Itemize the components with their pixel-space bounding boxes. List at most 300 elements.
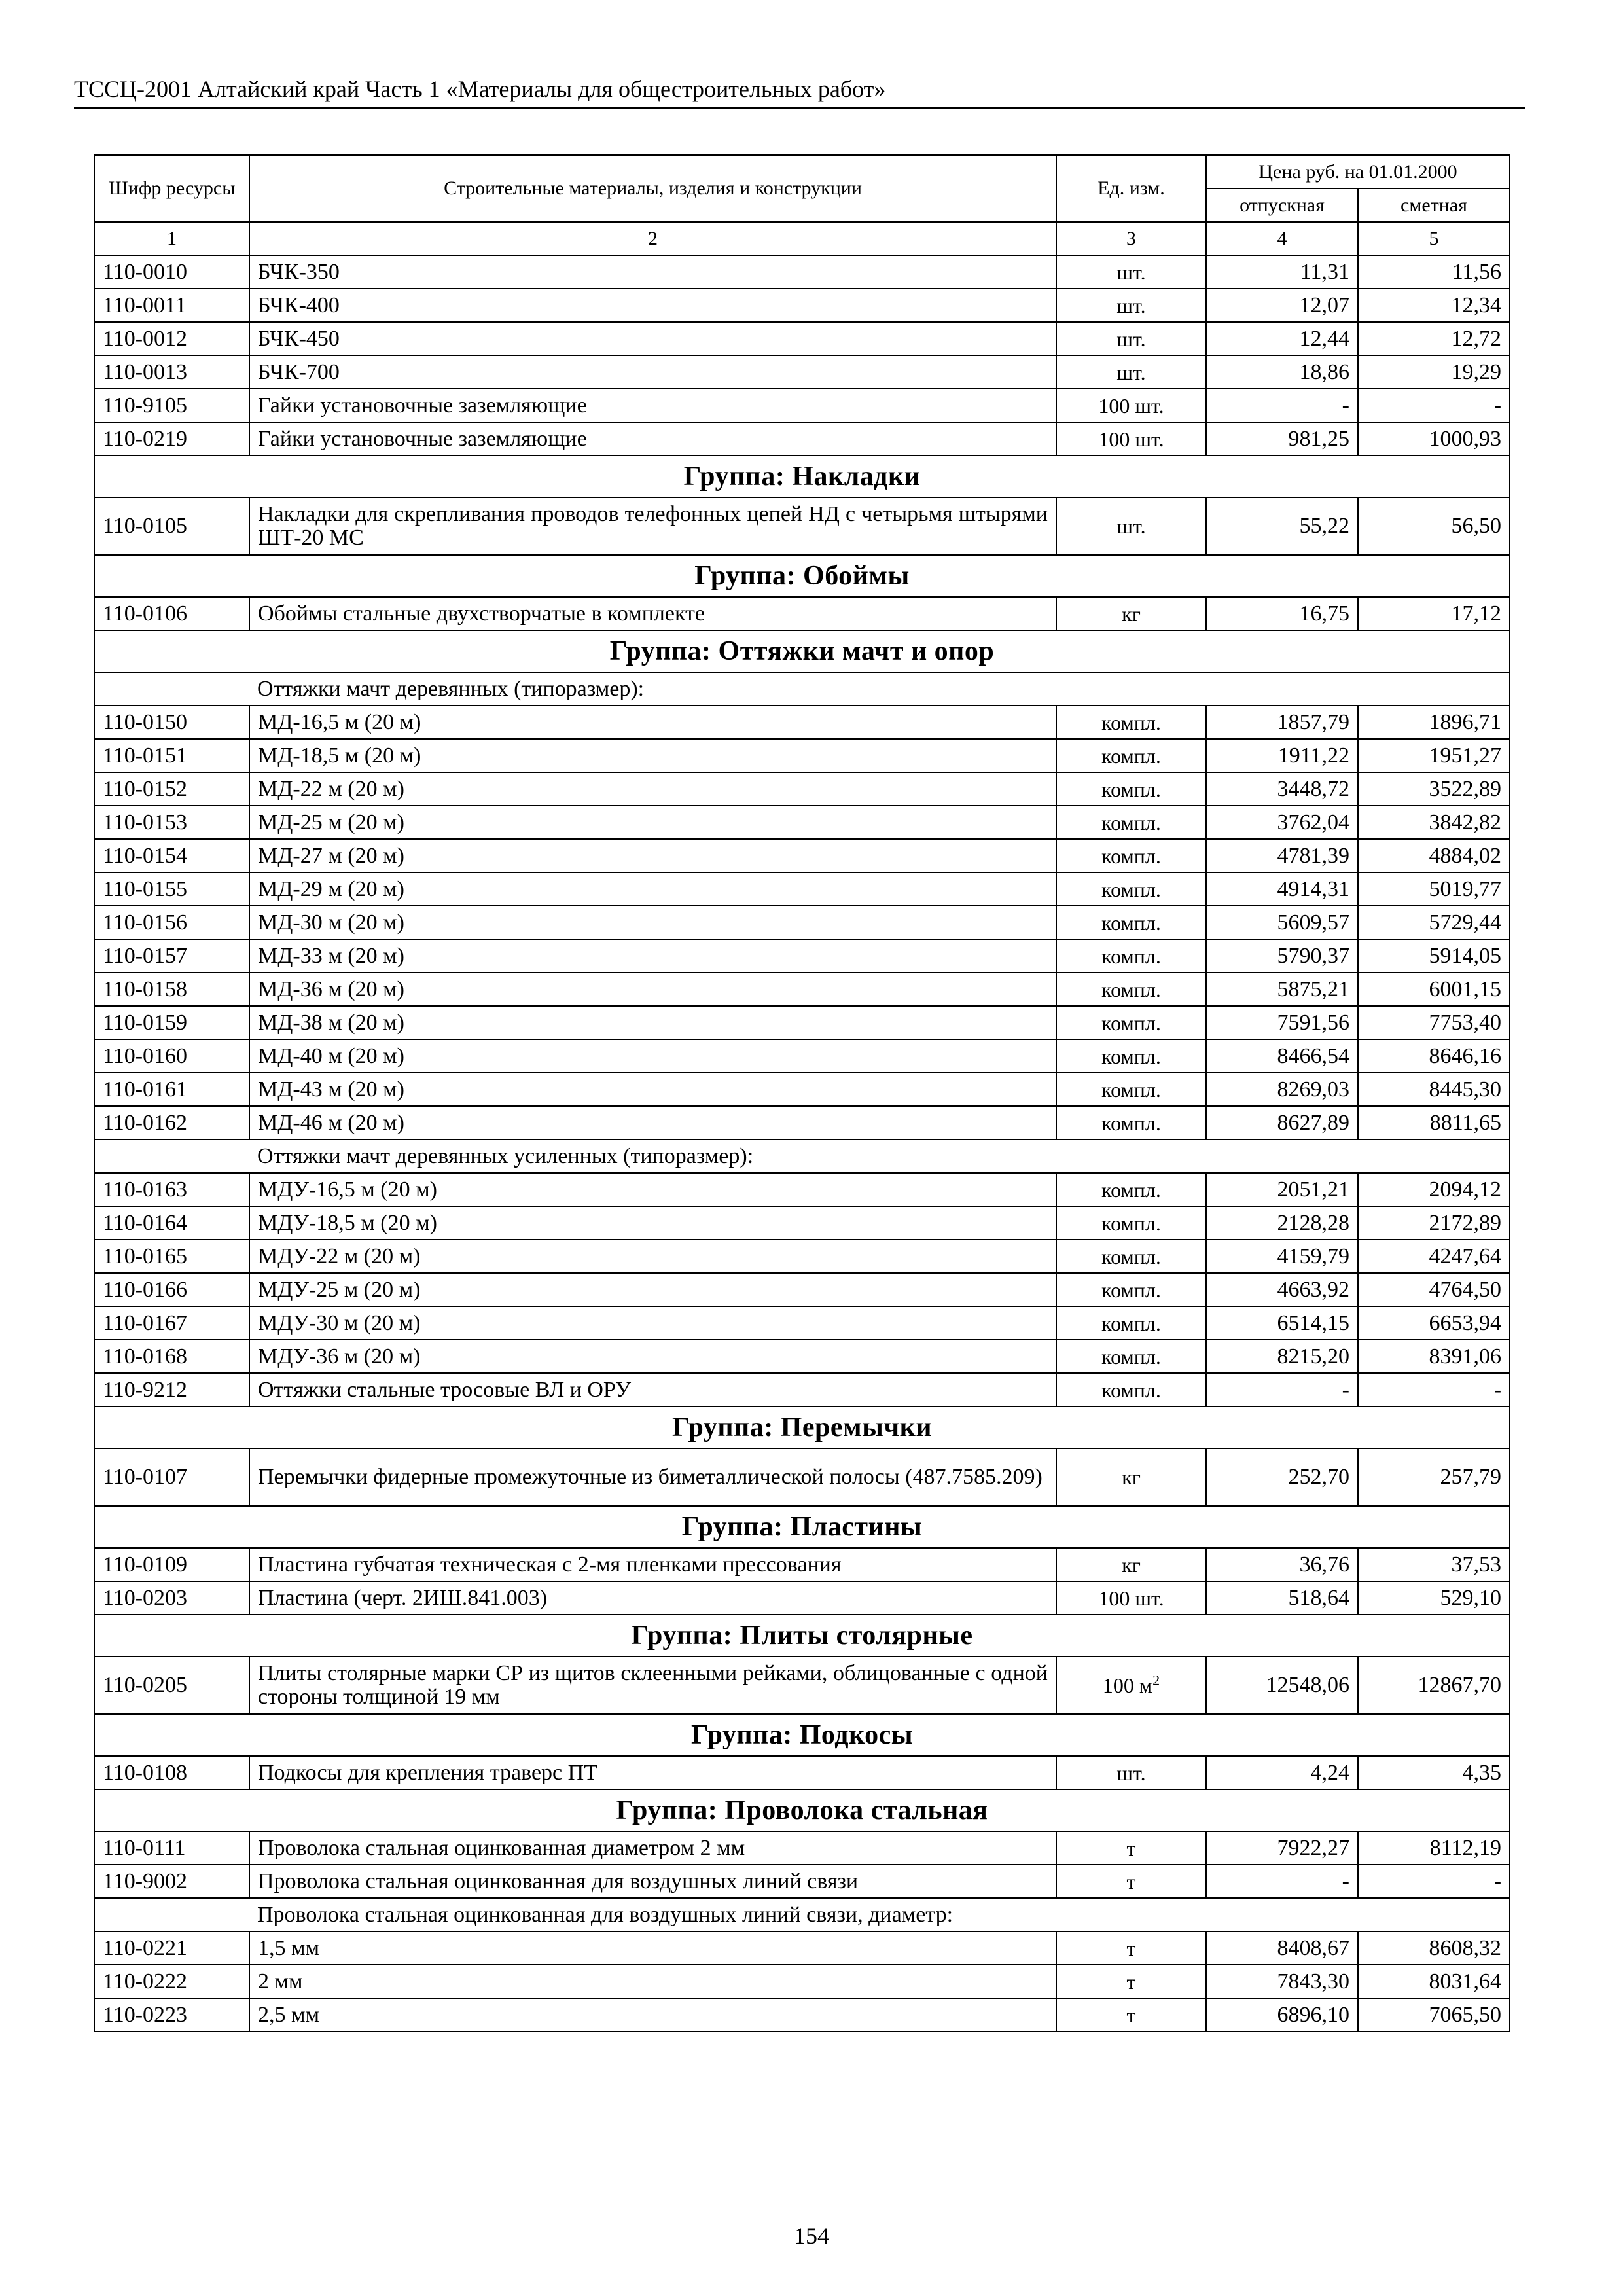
- unit-cell: [1056, 255, 1206, 289]
- table-row: [94, 706, 1510, 739]
- page-number: 154: [794, 2223, 829, 2249]
- group-heading: Группа: Проволока стальная: [94, 1789, 1510, 1831]
- estimate-price: 17,12: [1358, 597, 1510, 630]
- unit-label: компл.: [1101, 944, 1161, 968]
- wholesale-price: 8269,03: [1206, 1073, 1358, 1106]
- estimate-price: 11,56: [1358, 255, 1510, 289]
- unit-label: кг: [1122, 1465, 1141, 1489]
- table-row: [94, 1206, 1510, 1240]
- resource-code: 110-0158: [94, 973, 249, 1006]
- wholesale-price: -: [1206, 1373, 1358, 1407]
- table-row: [94, 1340, 1510, 1373]
- unit-cell: [1056, 1581, 1206, 1615]
- table-row: [94, 1306, 1510, 1340]
- unit-label: т: [1126, 2003, 1136, 2027]
- group-heading: Группа: Обоймы: [94, 555, 1510, 597]
- material-name: 2 мм: [249, 1965, 1056, 1998]
- table-row: [94, 1240, 1510, 1273]
- table-header-row: [94, 155, 1510, 188]
- unit-label: 100 шт.: [1098, 1586, 1164, 1610]
- material-name: МД-27 м (20 м): [249, 839, 1056, 872]
- material-name: МД-43 м (20 м): [249, 1073, 1056, 1106]
- unit-label: компл.: [1101, 1011, 1161, 1035]
- material-name: МДУ-16,5 м (20 м): [249, 1173, 1056, 1206]
- column-number: 5: [1358, 222, 1510, 255]
- wholesale-price: 8215,20: [1206, 1340, 1358, 1373]
- resource-code: 110-0150: [94, 706, 249, 739]
- unit-cell: [1056, 906, 1206, 939]
- table-row: [94, 1657, 1510, 1714]
- wholesale-price: 55,22: [1206, 497, 1358, 555]
- estimate-price: 5914,05: [1358, 939, 1510, 973]
- material-name: МДУ-30 м (20 м): [249, 1306, 1056, 1340]
- wholesale-price: 1857,79: [1206, 706, 1358, 739]
- unit-cell: [1056, 839, 1206, 872]
- wholesale-price: 3762,04: [1206, 806, 1358, 839]
- estimate-price: 5729,44: [1358, 906, 1510, 939]
- col-header-unit: Ед. изм.: [1056, 155, 1206, 222]
- table-row: [94, 597, 1510, 630]
- estimate-price: 8391,06: [1358, 1340, 1510, 1373]
- resource-code: 110-0165: [94, 1240, 249, 1273]
- unit-cell: [1056, 289, 1206, 322]
- estimate-price: 6001,15: [1358, 973, 1510, 1006]
- col-header-wholesale: отпускная: [1206, 188, 1358, 222]
- group-heading-row: [94, 630, 1510, 672]
- group-heading: Группа: Плиты столярные: [94, 1615, 1510, 1657]
- material-name: МД-30 м (20 м): [249, 906, 1056, 939]
- col-header-price: Цена руб. на 01.01.2000: [1206, 155, 1510, 188]
- group-heading-row: [94, 456, 1510, 497]
- estimate-price: -: [1358, 1373, 1510, 1407]
- unit-label: компл.: [1101, 1044, 1161, 1068]
- estimate-price: 7065,50: [1358, 1998, 1510, 2032]
- material-name: МД-46 м (20 м): [249, 1106, 1056, 1139]
- unit-label: компл.: [1101, 1344, 1161, 1369]
- unit-cell: [1056, 1206, 1206, 1240]
- table-row: [94, 1931, 1510, 1965]
- table-row: [94, 289, 1510, 322]
- unit-cell: [1056, 1657, 1206, 1714]
- resource-code: 110-0106: [94, 597, 249, 630]
- unit-cell: [1056, 1340, 1206, 1373]
- material-name: МД-25 м (20 м): [249, 806, 1056, 839]
- material-name: Проволока стальная оцинкованная для воздушных линий связи: [249, 1865, 1056, 1898]
- estimate-price: 8445,30: [1358, 1073, 1510, 1106]
- estimate-price: 3842,82: [1358, 806, 1510, 839]
- unit-cell: [1056, 739, 1206, 772]
- resource-code: 110-0168: [94, 1340, 249, 1373]
- table-row: [94, 806, 1510, 839]
- unit-cell: [1056, 322, 1206, 355]
- estimate-price: 8646,16: [1358, 1039, 1510, 1073]
- estimate-price: 8112,19: [1358, 1831, 1510, 1865]
- wholesale-price: -: [1206, 389, 1358, 422]
- estimate-price: 1896,71: [1358, 706, 1510, 739]
- wholesale-price: 8466,54: [1206, 1039, 1358, 1073]
- material-name: МДУ-22 м (20 м): [249, 1240, 1056, 1273]
- unit-label: компл.: [1101, 844, 1161, 868]
- resource-code: 110-0156: [94, 906, 249, 939]
- unit-cell: [1056, 1831, 1206, 1865]
- unit-label: компл.: [1101, 1077, 1161, 1102]
- wholesale-price: 4781,39: [1206, 839, 1358, 872]
- resource-code: 110-0160: [94, 1039, 249, 1073]
- table-body: [94, 255, 1510, 2032]
- estimate-price: 6653,94: [1358, 1306, 1510, 1340]
- resource-code: 110-0223: [94, 1998, 249, 2032]
- estimate-price: 7753,40: [1358, 1006, 1510, 1039]
- price-table: [94, 154, 1510, 2032]
- table-row: [94, 1106, 1510, 1139]
- estimate-price: 1000,93: [1358, 422, 1510, 456]
- unit-label: компл.: [1101, 910, 1161, 935]
- unit-cell: [1056, 1306, 1206, 1340]
- resource-code: 110-9002: [94, 1865, 249, 1898]
- estimate-price: 3522,89: [1358, 772, 1510, 806]
- unit-label: компл.: [1101, 744, 1161, 768]
- table-row: [94, 1273, 1510, 1306]
- estimate-price: 529,10: [1358, 1581, 1510, 1615]
- wholesale-price: 5875,21: [1206, 973, 1358, 1006]
- column-number: 4: [1206, 222, 1358, 255]
- column-number: 2: [249, 222, 1056, 255]
- unit-label: 100 шт.: [1098, 393, 1164, 418]
- subheading-row: [94, 1898, 1510, 1931]
- wholesale-price: 5790,37: [1206, 939, 1358, 973]
- estimate-price: 2094,12: [1358, 1173, 1510, 1206]
- unit-cell: [1056, 355, 1206, 389]
- table-row: [94, 772, 1510, 806]
- unit-cell: [1056, 806, 1206, 839]
- table-row: [94, 872, 1510, 906]
- table-row: [94, 1998, 1510, 2032]
- table-row: [94, 422, 1510, 456]
- resource-code: 110-0221: [94, 1931, 249, 1965]
- material-name: Обоймы стальные двухстворчатые в комплекте: [249, 597, 1056, 630]
- estimate-price: 12,72: [1358, 322, 1510, 355]
- column-number: 3: [1056, 222, 1206, 255]
- unit-label: 100 шт.: [1098, 427, 1164, 451]
- unit-label: шт.: [1116, 260, 1146, 284]
- estimate-price: 8608,32: [1358, 1931, 1510, 1965]
- resource-code: 110-0108: [94, 1756, 249, 1789]
- material-name: МД-16,5 м (20 м): [249, 706, 1056, 739]
- unit-cell: [1056, 1998, 1206, 2032]
- empty-cell: [94, 672, 249, 706]
- unit-cell: [1056, 1039, 1206, 1073]
- unit-label: кг: [1122, 601, 1141, 626]
- col-header-estimate: сметная: [1358, 188, 1510, 222]
- material-name: Накладки для скрепливания проводов телефонных цепей НД с четырьмя штырями ШТ-20 МС: [249, 497, 1056, 555]
- group-heading-row: [94, 1506, 1510, 1548]
- estimate-price: 4884,02: [1358, 839, 1510, 872]
- estimate-price: 12867,70: [1358, 1657, 1510, 1714]
- table-row: [94, 1756, 1510, 1789]
- estimate-price: 8811,65: [1358, 1106, 1510, 1139]
- resource-code: 110-0152: [94, 772, 249, 806]
- group-heading-row: [94, 1714, 1510, 1756]
- unit-label: шт.: [1116, 1761, 1146, 1785]
- resource-code: 110-0162: [94, 1106, 249, 1139]
- resource-code: 110-0163: [94, 1173, 249, 1206]
- resource-code: 110-0111: [94, 1831, 249, 1865]
- group-heading-row: [94, 555, 1510, 597]
- subheading-label: Оттяжки мачт деревянных (типоразмер):: [249, 672, 1510, 706]
- resource-code: 110-0164: [94, 1206, 249, 1240]
- resource-code: 110-0219: [94, 422, 249, 456]
- material-name: МДУ-18,5 м (20 м): [249, 1206, 1056, 1240]
- group-heading-row: [94, 1615, 1510, 1657]
- unit-exponent: 2: [1152, 1672, 1160, 1689]
- material-name: 2,5 мм: [249, 1998, 1056, 2032]
- unit-label: компл.: [1101, 777, 1161, 801]
- group-heading-row: [94, 1407, 1510, 1448]
- material-name: МД-18,5 м (20 м): [249, 739, 1056, 772]
- wholesale-price: 12548,06: [1206, 1657, 1358, 1714]
- material-name: МД-22 м (20 м): [249, 772, 1056, 806]
- material-name: МДУ-36 м (20 м): [249, 1340, 1056, 1373]
- unit-label: т: [1126, 1969, 1136, 1994]
- col-header-name: Строительные материалы, изделия и конструкции: [249, 155, 1056, 222]
- unit-label: кг: [1122, 1552, 1141, 1577]
- table-row: [94, 1039, 1510, 1073]
- material-name: Оттяжки стальные тросовые ВЛ и ОРУ: [249, 1373, 1056, 1407]
- wholesale-price: 8627,89: [1206, 1106, 1358, 1139]
- empty-cell: [94, 1139, 249, 1173]
- table-row: [94, 1448, 1510, 1506]
- wholesale-price: 5609,57: [1206, 906, 1358, 939]
- material-name: Подкосы для крепления траверс ПТ: [249, 1756, 1056, 1789]
- estimate-price: 4247,64: [1358, 1240, 1510, 1273]
- material-name: МДУ-25 м (20 м): [249, 1273, 1056, 1306]
- col-header-code: Шифр ресурсы: [94, 155, 249, 222]
- unit-cell: [1056, 939, 1206, 973]
- resource-code: 110-0010: [94, 255, 249, 289]
- wholesale-price: 4914,31: [1206, 872, 1358, 906]
- table-row: [94, 355, 1510, 389]
- wholesale-price: 4159,79: [1206, 1240, 1358, 1273]
- unit-label: компл.: [1101, 1111, 1161, 1135]
- unit-label: компл.: [1101, 1177, 1161, 1202]
- resource-code: 110-0012: [94, 322, 249, 355]
- empty-cell: [94, 1898, 249, 1931]
- unit-label: компл.: [1101, 1211, 1161, 1235]
- unit-label: компл.: [1101, 877, 1161, 901]
- resource-code: 110-0157: [94, 939, 249, 973]
- column-number: 1: [94, 222, 249, 255]
- material-name: 1,5 мм: [249, 1931, 1056, 1965]
- resource-code: 110-0203: [94, 1581, 249, 1615]
- unit-cell: [1056, 597, 1206, 630]
- wholesale-price: 3448,72: [1206, 772, 1358, 806]
- unit-label: компл.: [1101, 1278, 1161, 1302]
- estimate-price: 4,35: [1358, 1756, 1510, 1789]
- wholesale-price: 518,64: [1206, 1581, 1358, 1615]
- unit-cell: [1056, 1173, 1206, 1206]
- estimate-price: 1951,27: [1358, 739, 1510, 772]
- unit-cell: [1056, 1448, 1206, 1506]
- unit-label: т: [1126, 1836, 1136, 1860]
- column-number-row: [94, 222, 1510, 255]
- group-heading: Группа: Оттяжки мачт и опор: [94, 630, 1510, 672]
- resource-code: 110-0013: [94, 355, 249, 389]
- unit-cell: [1056, 973, 1206, 1006]
- material-name: БЧК-350: [249, 255, 1056, 289]
- estimate-price: 56,50: [1358, 497, 1510, 555]
- resource-code: 110-0166: [94, 1273, 249, 1306]
- table-row: [94, 1006, 1510, 1039]
- wholesale-price: 4,24: [1206, 1756, 1358, 1789]
- material-name: Гайки установочные заземляющие: [249, 389, 1056, 422]
- material-name: Проволока стальная оцинкованная диаметром 2 мм: [249, 1831, 1056, 1865]
- wholesale-price: 36,76: [1206, 1548, 1358, 1581]
- resource-code: 110-9212: [94, 1373, 249, 1407]
- wholesale-price: 8408,67: [1206, 1931, 1358, 1965]
- table-row: [94, 939, 1510, 973]
- table-row: [94, 906, 1510, 939]
- unit-cell: [1056, 1373, 1206, 1407]
- unit-cell: [1056, 1106, 1206, 1139]
- unit-cell: [1056, 1073, 1206, 1106]
- resource-code: 110-0109: [94, 1548, 249, 1581]
- unit-cell: [1056, 389, 1206, 422]
- unit-cell: [1056, 1273, 1206, 1306]
- table-row: [94, 839, 1510, 872]
- estimate-price: -: [1358, 1865, 1510, 1898]
- unit-label: шт.: [1116, 293, 1146, 317]
- unit-label: компл.: [1101, 977, 1161, 1001]
- unit-label: компл.: [1101, 1311, 1161, 1335]
- unit-label: шт.: [1116, 514, 1146, 538]
- wholesale-price: 7922,27: [1206, 1831, 1358, 1865]
- resource-code: 110-0155: [94, 872, 249, 906]
- wholesale-price: 18,86: [1206, 355, 1358, 389]
- material-name: МД-38 м (20 м): [249, 1006, 1056, 1039]
- material-name: Пластина губчатая техническая с 2-мя пленками прессования: [249, 1548, 1056, 1581]
- estimate-price: 2172,89: [1358, 1206, 1510, 1240]
- unit-label: компл.: [1101, 1244, 1161, 1268]
- table-row: [94, 1373, 1510, 1407]
- estimate-price: -: [1358, 389, 1510, 422]
- wholesale-price: 11,31: [1206, 255, 1358, 289]
- wholesale-price: 4663,92: [1206, 1273, 1358, 1306]
- resource-code: 110-0107: [94, 1448, 249, 1506]
- table-row: [94, 1581, 1510, 1615]
- estimate-price: 12,34: [1358, 289, 1510, 322]
- estimate-price: 8031,64: [1358, 1965, 1510, 1998]
- material-name: БЧК-400: [249, 289, 1056, 322]
- estimate-price: 4764,50: [1358, 1273, 1510, 1306]
- unit-cell: [1056, 1548, 1206, 1581]
- subheading-row: [94, 1139, 1510, 1173]
- wholesale-price: 6896,10: [1206, 1998, 1358, 2032]
- material-name: МД-40 м (20 м): [249, 1039, 1056, 1073]
- table-row: [94, 1965, 1510, 1998]
- unit-cell: [1056, 497, 1206, 555]
- material-name: МД-29 м (20 м): [249, 872, 1056, 906]
- material-name: БЧК-450: [249, 322, 1056, 355]
- group-heading: Группа: Подкосы: [94, 1714, 1510, 1756]
- unit-label: компл.: [1101, 710, 1161, 734]
- unit-cell: [1056, 422, 1206, 456]
- resource-code: 110-0161: [94, 1073, 249, 1106]
- unit-cell: [1056, 1240, 1206, 1273]
- resource-code: 110-0167: [94, 1306, 249, 1340]
- material-name: Пластина (черт. 2ИШ.841.003): [249, 1581, 1056, 1615]
- group-heading: Группа: Пластины: [94, 1506, 1510, 1548]
- table-row: [94, 497, 1510, 555]
- unit-cell: [1056, 1931, 1206, 1965]
- unit-cell: [1056, 872, 1206, 906]
- wholesale-price: 7843,30: [1206, 1965, 1358, 1998]
- unit-cell: [1056, 1965, 1206, 1998]
- running-header: ТССЦ-2001 Алтайский край Часть 1 «Материалы для общестроительных работ»: [74, 73, 1525, 109]
- resource-code: 110-0151: [94, 739, 249, 772]
- material-name: БЧК-700: [249, 355, 1056, 389]
- unit-label: 100 м: [1102, 1674, 1153, 1697]
- estimate-price: 19,29: [1358, 355, 1510, 389]
- wholesale-price: 252,70: [1206, 1448, 1358, 1506]
- table-row: [94, 1548, 1510, 1581]
- unit-label: т: [1126, 1869, 1136, 1893]
- unit-label: шт.: [1116, 360, 1146, 384]
- wholesale-price: -: [1206, 1865, 1358, 1898]
- wholesale-price: 16,75: [1206, 597, 1358, 630]
- material-name: Перемычки фидерные промежуточные из биметаллической полосы (487.7585.209): [249, 1448, 1056, 1506]
- wholesale-price: 6514,15: [1206, 1306, 1358, 1340]
- estimate-price: 37,53: [1358, 1548, 1510, 1581]
- wholesale-price: 12,07: [1206, 289, 1358, 322]
- table-row: [94, 973, 1510, 1006]
- unit-cell: [1056, 1865, 1206, 1898]
- wholesale-price: 12,44: [1206, 322, 1358, 355]
- wholesale-price: 1911,22: [1206, 739, 1358, 772]
- subheading-label: Проволока стальная оцинкованная для воздушных линий связи, диаметр:: [249, 1898, 1510, 1931]
- resource-code: 110-0159: [94, 1006, 249, 1039]
- table-row: [94, 1865, 1510, 1898]
- wholesale-price: 981,25: [1206, 422, 1358, 456]
- group-heading: Группа: Накладки: [94, 456, 1510, 497]
- unit-label: компл.: [1101, 1378, 1161, 1402]
- resource-code: 110-0105: [94, 497, 249, 555]
- resource-code: 110-0011: [94, 289, 249, 322]
- table-row: [94, 389, 1510, 422]
- table-row: [94, 1831, 1510, 1865]
- material-name: МД-33 м (20 м): [249, 939, 1056, 973]
- group-heading: Группа: Перемычки: [94, 1407, 1510, 1448]
- table-row: [94, 1173, 1510, 1206]
- unit-cell: [1056, 1756, 1206, 1789]
- estimate-price: 5019,77: [1358, 872, 1510, 906]
- subheading-row: [94, 672, 1510, 706]
- resource-code: 110-0154: [94, 839, 249, 872]
- table-row: [94, 255, 1510, 289]
- wholesale-price: 2051,21: [1206, 1173, 1358, 1206]
- unit-cell: [1056, 706, 1206, 739]
- unit-cell: [1056, 1006, 1206, 1039]
- material-name: Гайки установочные заземляющие: [249, 422, 1056, 456]
- material-name: Плиты столярные марки СР из щитов склеенными рейками, облицованные с одной стороны толщиной 19 мм: [249, 1657, 1056, 1714]
- unit-label: компл.: [1101, 810, 1161, 834]
- resource-code: 110-9105: [94, 389, 249, 422]
- table-row: [94, 739, 1510, 772]
- resource-code: 110-0222: [94, 1965, 249, 1998]
- estimate-price: 257,79: [1358, 1448, 1510, 1506]
- group-heading-row: [94, 1789, 1510, 1831]
- table-row: [94, 1073, 1510, 1106]
- unit-cell: [1056, 772, 1206, 806]
